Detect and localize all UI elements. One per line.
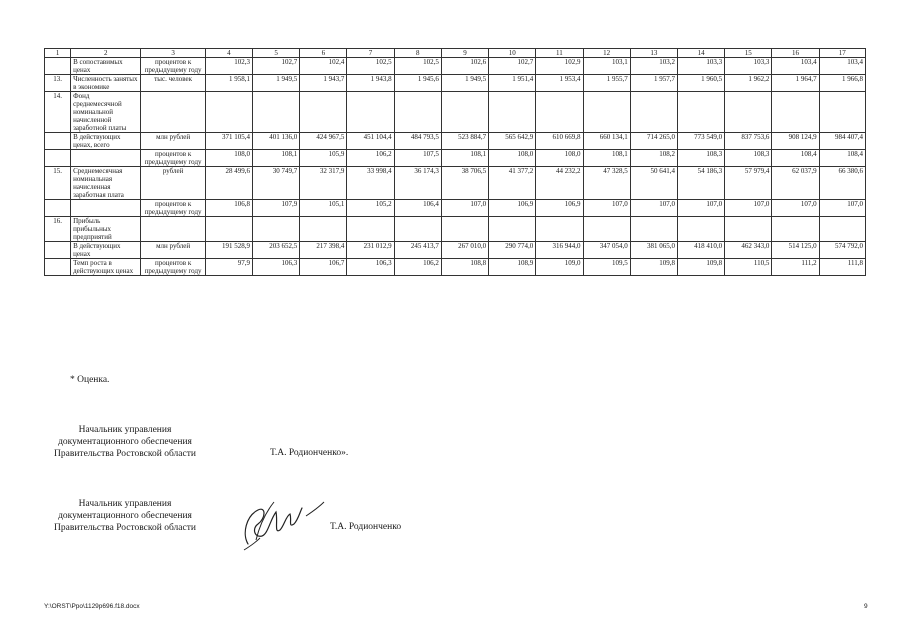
value-cell: 105,1 bbox=[300, 200, 347, 217]
table-row bbox=[45, 200, 866, 217]
column-header: 8 bbox=[394, 49, 441, 58]
file-path-footer: Y:\ORST\Ppo\1129p696.f18.docx bbox=[44, 603, 140, 610]
value-cell: 50 641,4 bbox=[630, 167, 677, 200]
value-cell: 107,0 bbox=[441, 200, 488, 217]
value-cell bbox=[583, 217, 630, 242]
row-number bbox=[45, 259, 71, 276]
value-cell: 462 343,0 bbox=[725, 242, 772, 259]
value-cell bbox=[441, 92, 488, 133]
value-cell: 103,3 bbox=[677, 58, 724, 75]
indicator-name: В сопоставимых ценах bbox=[71, 58, 141, 75]
indicator-name: В действующих ценах, всего bbox=[71, 133, 141, 150]
row-number: 13. bbox=[45, 75, 71, 92]
value-cell: 773 549,0 bbox=[677, 133, 724, 150]
value-cell: 108,4 bbox=[772, 150, 819, 167]
value-cell: 107,0 bbox=[630, 200, 677, 217]
column-header: 17 bbox=[819, 49, 865, 58]
column-header: 4 bbox=[205, 49, 252, 58]
value-cell: 108,2 bbox=[630, 150, 677, 167]
value-cell: 97,9 bbox=[205, 259, 252, 276]
value-cell: 28 499,6 bbox=[205, 167, 252, 200]
value-cell: 107,0 bbox=[677, 200, 724, 217]
value-cell: 1 964,7 bbox=[772, 75, 819, 92]
value-cell: 111,2 bbox=[772, 259, 819, 276]
value-cell: 108,8 bbox=[441, 259, 488, 276]
value-cell: 1 953,4 bbox=[536, 75, 583, 92]
value-cell: 523 884,7 bbox=[441, 133, 488, 150]
value-cell bbox=[489, 92, 536, 133]
value-cell: 103,4 bbox=[772, 58, 819, 75]
value-cell: 1 957,7 bbox=[630, 75, 677, 92]
value-cell: 102,9 bbox=[536, 58, 583, 75]
signature-block-2 bbox=[40, 498, 210, 534]
value-cell: 574 792,0 bbox=[819, 242, 865, 259]
value-cell: 107,0 bbox=[583, 200, 630, 217]
unit-of-measure: рублей bbox=[141, 167, 205, 200]
column-header: 11 bbox=[536, 49, 583, 58]
value-cell bbox=[347, 217, 394, 242]
value-cell: 107,5 bbox=[394, 150, 441, 167]
value-cell bbox=[347, 92, 394, 133]
value-cell: 1 966,8 bbox=[819, 75, 865, 92]
row-number bbox=[45, 133, 71, 150]
table-row bbox=[45, 75, 866, 92]
value-cell: 1 960,5 bbox=[677, 75, 724, 92]
value-cell: 424 967,5 bbox=[300, 133, 347, 150]
value-cell: 44 232,2 bbox=[536, 167, 583, 200]
value-cell bbox=[819, 92, 865, 133]
value-cell: 1 955,7 bbox=[583, 75, 630, 92]
value-cell: 108,0 bbox=[489, 150, 536, 167]
value-cell: 54 186,3 bbox=[677, 167, 724, 200]
value-cell: 108,0 bbox=[536, 150, 583, 167]
value-cell: 401 136,0 bbox=[252, 133, 299, 150]
value-cell bbox=[725, 92, 772, 133]
value-cell: 347 054,0 bbox=[583, 242, 630, 259]
value-cell: 106,3 bbox=[252, 259, 299, 276]
value-cell bbox=[300, 92, 347, 133]
column-header: 2 bbox=[71, 49, 141, 58]
value-cell: 1 949,5 bbox=[441, 75, 488, 92]
page-number: 9 bbox=[864, 603, 868, 610]
value-cell bbox=[772, 92, 819, 133]
unit-of-measure: млн рублей bbox=[141, 242, 205, 259]
value-cell: 1 945,6 bbox=[394, 75, 441, 92]
value-cell bbox=[441, 217, 488, 242]
value-cell: 66 380,6 bbox=[819, 167, 865, 200]
value-cell: 103,3 bbox=[725, 58, 772, 75]
unit-of-measure: процентов к предыдущему году bbox=[141, 150, 205, 167]
table-row bbox=[45, 242, 866, 259]
indicator-name bbox=[71, 200, 141, 217]
value-cell: 908 124,9 bbox=[772, 133, 819, 150]
position-line-1: Начальник управления bbox=[78, 425, 172, 435]
unit-of-measure: млн рублей bbox=[141, 133, 205, 150]
value-cell: 484 793,5 bbox=[394, 133, 441, 150]
value-cell: 108,0 bbox=[205, 150, 252, 167]
value-cell: 203 652,5 bbox=[252, 242, 299, 259]
row-number bbox=[45, 150, 71, 167]
value-cell bbox=[300, 217, 347, 242]
value-cell: 102,6 bbox=[441, 58, 488, 75]
value-cell: 108,1 bbox=[583, 150, 630, 167]
column-header: 1 bbox=[45, 49, 71, 58]
column-header: 10 bbox=[489, 49, 536, 58]
value-cell: 102,7 bbox=[252, 58, 299, 75]
value-cell: 418 410,0 bbox=[677, 242, 724, 259]
value-cell: 109,0 bbox=[536, 259, 583, 276]
table-row bbox=[45, 167, 866, 200]
value-cell bbox=[536, 92, 583, 133]
value-cell: 33 998,4 bbox=[347, 167, 394, 200]
value-cell: 660 134,1 bbox=[583, 133, 630, 150]
indicators-table bbox=[44, 48, 866, 276]
value-cell: 47 328,5 bbox=[583, 167, 630, 200]
row-number bbox=[45, 242, 71, 259]
value-cell: 984 407,4 bbox=[819, 133, 865, 150]
unit-of-measure: процентов к предыдущему году bbox=[141, 259, 205, 276]
value-cell: 1 951,4 bbox=[489, 75, 536, 92]
row-number bbox=[45, 200, 71, 217]
column-header: 12 bbox=[583, 49, 630, 58]
value-cell: 109,8 bbox=[630, 259, 677, 276]
value-cell: 103,2 bbox=[630, 58, 677, 75]
footnote-estimate: * Оценка. bbox=[70, 375, 110, 385]
value-cell: 290 774,0 bbox=[489, 242, 536, 259]
value-cell: 107,9 bbox=[252, 200, 299, 217]
value-cell: 106,9 bbox=[536, 200, 583, 217]
value-cell: 30 749,7 bbox=[252, 167, 299, 200]
value-cell: 103,1 bbox=[583, 58, 630, 75]
handwritten-signature bbox=[236, 494, 328, 554]
value-cell: 107,0 bbox=[725, 200, 772, 217]
column-header: 13 bbox=[630, 49, 677, 58]
value-cell: 610 669,8 bbox=[536, 133, 583, 150]
value-cell bbox=[677, 217, 724, 242]
value-cell: 106,3 bbox=[347, 259, 394, 276]
value-cell: 105,2 bbox=[347, 200, 394, 217]
signatory-name-2: Т.А. Родионченко bbox=[330, 522, 402, 532]
indicator-name: Фонд среднемесячной номинальной начисленной заработной платы bbox=[71, 92, 141, 133]
value-cell: 1 958,1 bbox=[205, 75, 252, 92]
value-cell: 102,7 bbox=[489, 58, 536, 75]
indicator-name: Среднемесячная номинальная начисленная заработная плата bbox=[71, 167, 141, 200]
value-cell: 105,9 bbox=[300, 150, 347, 167]
value-cell bbox=[630, 217, 677, 242]
column-header: 16 bbox=[772, 49, 819, 58]
value-cell: 837 753,6 bbox=[725, 133, 772, 150]
value-cell: 451 104,4 bbox=[347, 133, 394, 150]
row-number: 15. bbox=[45, 167, 71, 200]
value-cell: 108,1 bbox=[441, 150, 488, 167]
value-cell: 32 317,9 bbox=[300, 167, 347, 200]
value-cell: 108,3 bbox=[725, 150, 772, 167]
value-cell: 267 010,0 bbox=[441, 242, 488, 259]
value-cell: 108,3 bbox=[677, 150, 724, 167]
value-cell: 107,0 bbox=[772, 200, 819, 217]
value-cell: 62 037,9 bbox=[772, 167, 819, 200]
indicator-name: В действующих ценах bbox=[71, 242, 141, 259]
row-number: 14. bbox=[45, 92, 71, 133]
value-cell: 106,2 bbox=[394, 259, 441, 276]
value-cell: 1 949,5 bbox=[252, 75, 299, 92]
value-cell: 231 012,9 bbox=[347, 242, 394, 259]
value-cell: 107,0 bbox=[819, 200, 865, 217]
unit-of-measure bbox=[141, 92, 205, 133]
value-cell bbox=[252, 217, 299, 242]
position-line-3: Правительства Ростовской области bbox=[54, 449, 196, 459]
value-cell: 1 943,8 bbox=[347, 75, 394, 92]
value-cell bbox=[394, 92, 441, 133]
value-cell: 108,4 bbox=[819, 150, 865, 167]
table-row bbox=[45, 259, 866, 276]
value-cell: 714 265,0 bbox=[630, 133, 677, 150]
indicator-name: Численность занятых в экономике bbox=[71, 75, 141, 92]
value-cell: 371 105,4 bbox=[205, 133, 252, 150]
position-line-1: Начальник управления bbox=[78, 499, 172, 509]
value-cell: 565 642,9 bbox=[489, 133, 536, 150]
value-cell bbox=[677, 92, 724, 133]
value-cell: 110,5 bbox=[725, 259, 772, 276]
unit-of-measure: процентов к предыдущему году bbox=[141, 200, 205, 217]
value-cell bbox=[205, 217, 252, 242]
value-cell: 102,5 bbox=[394, 58, 441, 75]
value-cell: 106,4 bbox=[394, 200, 441, 217]
unit-of-measure: тыс. человек bbox=[141, 75, 205, 92]
unit-of-measure: процентов к предыдущему году bbox=[141, 58, 205, 75]
value-cell: 57 979,4 bbox=[725, 167, 772, 200]
table-row bbox=[45, 217, 866, 242]
position-line-2: документационного обеспечения bbox=[58, 511, 192, 521]
signature-block-1 bbox=[40, 424, 210, 460]
value-cell bbox=[394, 217, 441, 242]
value-cell: 1 962,2 bbox=[725, 75, 772, 92]
value-cell: 106,7 bbox=[300, 259, 347, 276]
value-cell: 106,9 bbox=[489, 200, 536, 217]
value-cell bbox=[252, 92, 299, 133]
column-header: 15 bbox=[725, 49, 772, 58]
indicator-name: Темп роста в действующих ценах bbox=[71, 259, 141, 276]
column-header: 5 bbox=[252, 49, 299, 58]
value-cell bbox=[819, 217, 865, 242]
column-header: 7 bbox=[347, 49, 394, 58]
column-header: 9 bbox=[441, 49, 488, 58]
table-header-row bbox=[45, 49, 866, 58]
position-line-3: Правительства Ростовской области bbox=[54, 523, 196, 533]
value-cell: 1 943,7 bbox=[300, 75, 347, 92]
table-row bbox=[45, 92, 866, 133]
value-cell: 102,5 bbox=[347, 58, 394, 75]
value-cell bbox=[536, 217, 583, 242]
value-cell: 106,2 bbox=[347, 150, 394, 167]
value-cell: 108,9 bbox=[489, 259, 536, 276]
value-cell: 38 706,5 bbox=[441, 167, 488, 200]
value-cell: 102,4 bbox=[300, 58, 347, 75]
value-cell bbox=[725, 217, 772, 242]
value-cell: 514 125,0 bbox=[772, 242, 819, 259]
value-cell: 316 944,0 bbox=[536, 242, 583, 259]
indicator-name bbox=[71, 150, 141, 167]
value-cell: 102,3 bbox=[205, 58, 252, 75]
value-cell: 109,5 bbox=[583, 259, 630, 276]
unit-of-measure bbox=[141, 217, 205, 242]
value-cell: 191 528,9 bbox=[205, 242, 252, 259]
column-header: 6 bbox=[300, 49, 347, 58]
value-cell bbox=[583, 92, 630, 133]
value-cell: 106,8 bbox=[205, 200, 252, 217]
value-cell: 245 413,7 bbox=[394, 242, 441, 259]
value-cell: 103,4 bbox=[819, 58, 865, 75]
indicator-name: Прибыль прибыльных предприятий bbox=[71, 217, 141, 242]
row-number bbox=[45, 58, 71, 75]
table-row bbox=[45, 58, 866, 75]
value-cell bbox=[205, 92, 252, 133]
table-row bbox=[45, 133, 866, 150]
row-number: 16. bbox=[45, 217, 71, 242]
value-cell bbox=[630, 92, 677, 133]
value-cell: 108,1 bbox=[252, 150, 299, 167]
column-header: 3 bbox=[141, 49, 205, 58]
value-cell: 217 398,4 bbox=[300, 242, 347, 259]
value-cell: 109,8 bbox=[677, 259, 724, 276]
table-row bbox=[45, 150, 866, 167]
value-cell: 36 174,3 bbox=[394, 167, 441, 200]
value-cell bbox=[489, 217, 536, 242]
value-cell bbox=[772, 217, 819, 242]
signatory-name-1: Т.А. Родионченко». bbox=[270, 448, 349, 458]
value-cell: 111,8 bbox=[819, 259, 865, 276]
value-cell: 41 377,2 bbox=[489, 167, 536, 200]
position-line-2: документационного обеспечения bbox=[58, 437, 192, 447]
column-header: 14 bbox=[677, 49, 724, 58]
value-cell: 381 065,0 bbox=[630, 242, 677, 259]
